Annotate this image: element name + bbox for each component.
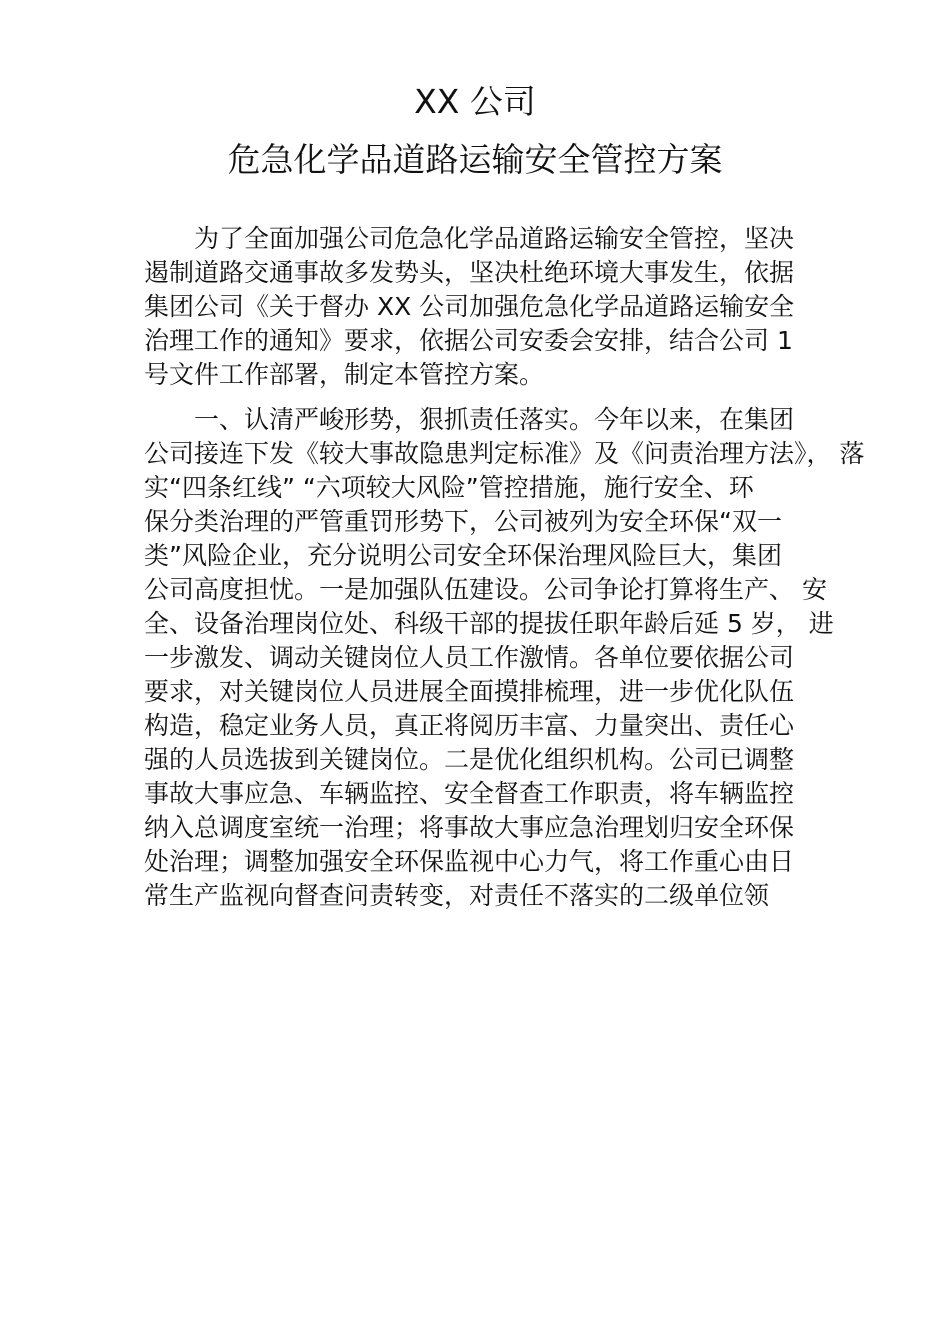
paragraph-line: 号文件工作部署，制定本管控方案。	[144, 360, 545, 389]
paragraph-line: 集团公司《关于督办 XX 公司加强危急化学品道路运输安全	[144, 292, 795, 321]
paragraph-intro	[144, 222, 809, 392]
paragraph-line: 一步激发、调动关键岗位人员工作激情。各单位要依据公司	[144, 643, 795, 672]
company-title: XX 公司	[414, 82, 536, 121]
paragraph-line: 事故大事应急、车辆监控、安全督查工作职责，将车辆监控	[144, 779, 795, 808]
paragraph-line: 一、认清严峻形势，狠抓责任落实。今年以来，在集团	[194, 405, 795, 434]
paragraph-line: 为了全面加强公司危急化学品道路运输安全管控，坚决	[194, 224, 795, 253]
paragraph-line: 实“四条红线” “六项较大风险”管控措施，施行安全、环	[144, 473, 754, 502]
document-title: 危急化学品道路运输安全管控方案	[227, 140, 723, 179]
paragraph-line: 要求，对关键岗位人员进展全面摸排梳理，进一步优化队伍	[144, 677, 795, 706]
paragraph-line: 公司高度担忧。一是加强队伍建设。公司争论打算将生产、 安	[144, 575, 827, 604]
paragraph-line: 强的人员选拔到关键岗位。二是优化组织机构。公司已调整	[144, 745, 795, 774]
paragraph-line: 常生产监视向督查问责转变，对责任不落实的二级单位领	[144, 881, 770, 910]
paragraph-line: 处治理；调整加强安全环保监视中心力气，将工作重心由日	[144, 847, 795, 876]
paragraph-line: 全、设备治理岗位处、科级干部的提拔任职年龄后延 5 岁， 进	[144, 609, 834, 638]
paragraph-line: 公司接连下发《较大事故隐患判定标准》及《问责治理方法》， 落	[144, 439, 865, 468]
paragraph-line: 类”风险企业，充分说明公司安全环保治理风险巨大，集团	[144, 541, 782, 570]
paragraph-line: 治理工作的通知》要求，依据公司安委会安排，结合公司 1	[144, 326, 793, 355]
paragraph-line: 构造，稳定业务人员，真正将阅历丰富、力量突出、责任心	[144, 711, 795, 740]
paragraph-line: 遏制道路交通事故多发势头，坚决杜绝环境大事发生，依据	[144, 258, 795, 287]
paragraph-line: 纳入总调度室统一治理；将事故大事应急治理划归安全环保	[144, 813, 795, 842]
paragraph-line: 保分类治理的严管重罚形势下，公司被列为安全环保“双一	[144, 507, 782, 536]
paragraph-section-1	[144, 403, 865, 913]
